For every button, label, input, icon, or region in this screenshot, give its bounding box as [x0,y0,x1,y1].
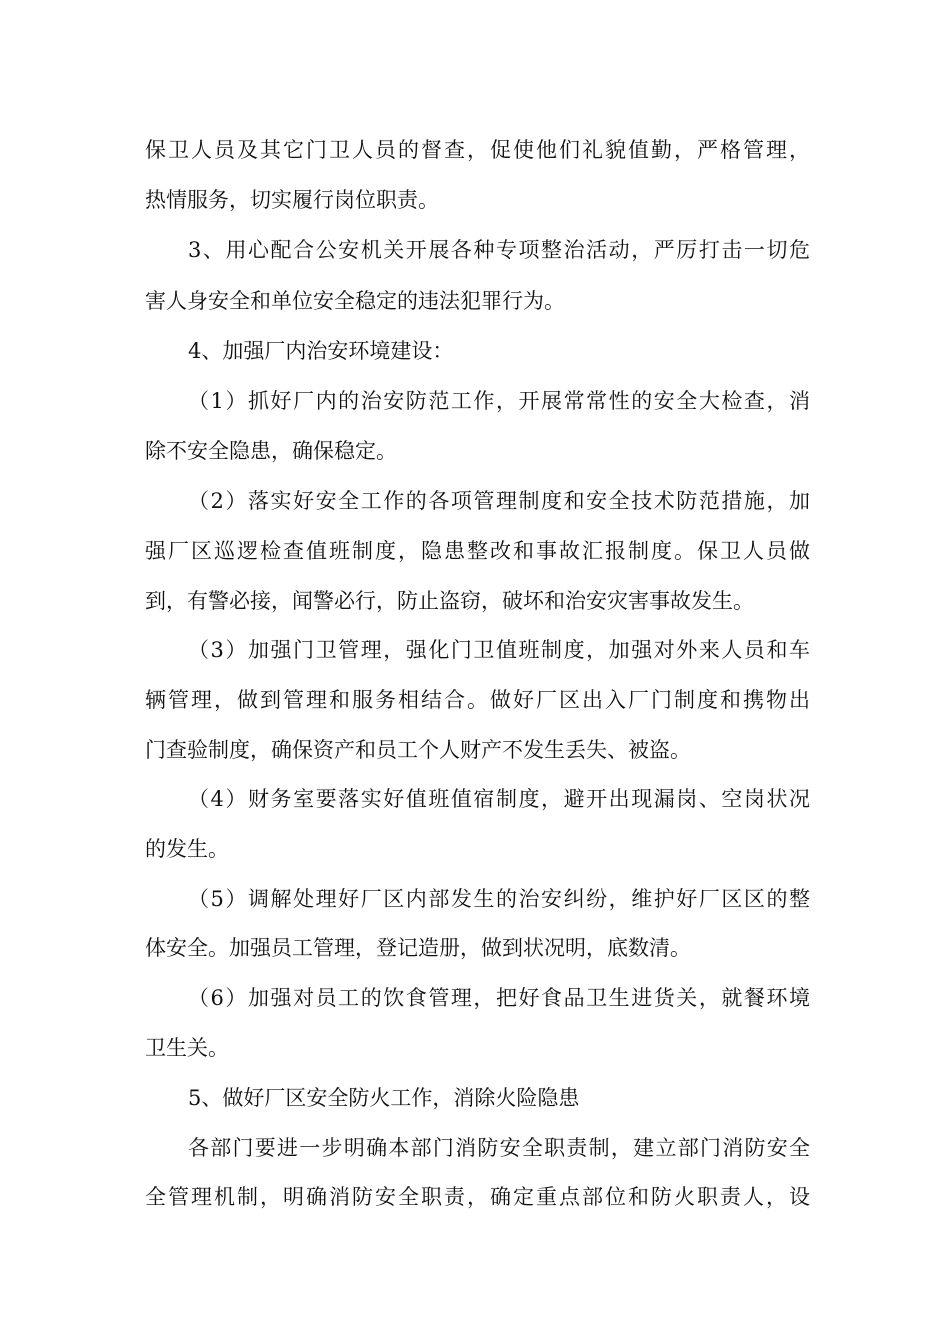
text-line: 5、做好厂区安全防火工作，消除火险隐患 [188,1086,580,1110]
text-line: （3）加强门卫管理，强化门卫值班制度，加强对外来人员和车 [188,638,810,662]
text-line: 保卫人员及其它门卫人员的督查，促使他们礼貌值勤，严格管理， [145,138,810,162]
text-line: 除不安全隐患，确保稳定。 [145,439,397,463]
text-line: 4、加强厂内治安环境建设： [188,339,454,363]
text-line: 门查验制度，确保资产和员工个人财产不发生丢失、被盗。 [145,738,691,762]
text-line: 体安全。加强员工管理，登记造册，做到状况明，底数清。 [145,936,691,960]
text-line: 全管理机制，明确消防安全职责，确定重点部位和防火职责人，设 [145,1185,810,1209]
text-line: 的发生。 [145,837,229,861]
text-line: 3、用心配合公安机关开展各种专项整治活动，严厉打击一切危 [188,238,810,262]
text-line: 到，有警必接，闻警必行，防止盗窃，破坏和治安灾害事故发生。 [145,589,754,613]
text-line: 辆管理，做到管理和服务相结合。做好厂区出入厂门制度和携物出 [145,688,810,712]
text-line: 各部门要进一步明确本部门消防安全职责制，建立部门消防安全 [188,1136,810,1160]
text-line: （4）财务室要落实好值班值宿制度，避开出现漏岗、空岗状况 [188,787,810,811]
text-line: （5）调解处理好厂区内部发生的治安纠纷，维护好厂区区的整 [188,887,810,911]
text-line: 热情服务，切实履行岗位职责。 [145,188,439,212]
text-line: 害人身安全和单位安全稳定的违法犯罪行为。 [145,289,565,313]
text-line: （6）加强对员工的饮食管理，把好食品卫生进货关，就餐环境 [188,986,810,1010]
text-line: （2）落实好安全工作的各项管理制度和安全技术防范措施，加 [188,489,810,513]
text-line: （1）抓好厂内的治安防范工作，开展常常性的安全大检查，消 [188,389,810,413]
text-line: 卫生关。 [145,1036,229,1060]
text-line: 强厂区巡逻检查值班制度，隐患整改和事故汇报制度。保卫人员做 [145,539,810,563]
